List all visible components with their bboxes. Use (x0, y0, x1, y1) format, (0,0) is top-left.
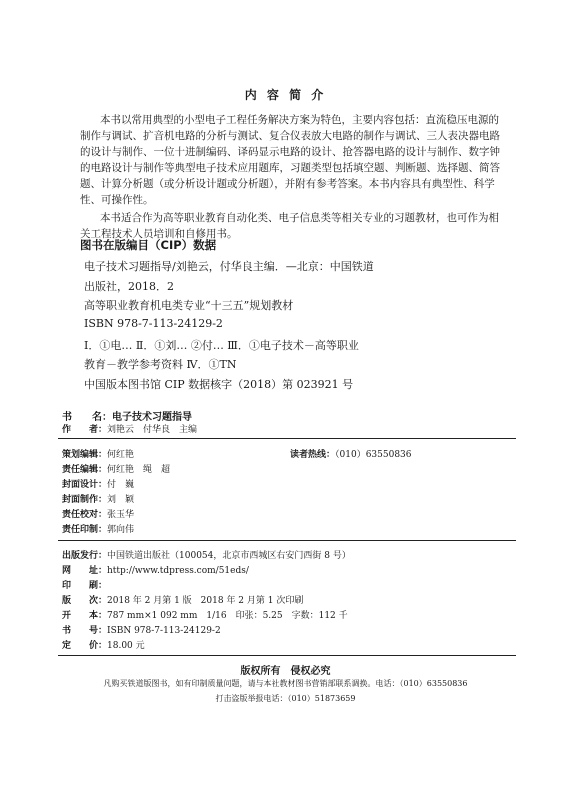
format-label: 开 本： (62, 611, 108, 621)
price-label: 定 价： (62, 641, 108, 651)
responsible-editor-row (62, 462, 170, 475)
piracy-hotline: 打击盗版举报电话：（010）51873659 (215, 694, 356, 703)
divider (58, 438, 516, 439)
cover-make-label: 封面制作： (62, 495, 108, 505)
planning-editor-value: 何红艳 (107, 450, 135, 460)
edition-value: 2018 年 2 月第 1 版 2018 年 2 月第 1 次印刷 (107, 596, 304, 606)
reader-hotline-row (290, 447, 412, 460)
print-manager-label: 责任印制： (62, 525, 108, 535)
book-title-label: 书 名： (62, 412, 112, 423)
cip-line-5: Ⅰ．①电… Ⅱ．①刘… ②付… Ⅲ．①电子技术－高等职业 (84, 339, 359, 352)
cip-heading: 图书在版编目（CIP）数据 (80, 238, 217, 252)
proofreader-row (62, 507, 134, 520)
divider (58, 655, 516, 656)
planning-editor-label: 策划编辑： (62, 450, 108, 460)
isbn-row (62, 623, 221, 636)
print-manager-row (62, 522, 134, 535)
proofreader-label: 责任校对： (62, 510, 108, 520)
divider (58, 540, 516, 541)
printer-label: 印 刷： (62, 581, 108, 591)
book-title-row (62, 408, 192, 423)
cover-make-value: 刘 颖 (107, 495, 135, 505)
book-author-label: 作 者： (62, 425, 108, 435)
responsible-editor-label: 责任编辑： (62, 465, 108, 475)
proofreader-value: 张玉华 (107, 510, 135, 520)
copyright-notice: 版权所有 侵权必究 (240, 666, 331, 677)
summary-paragraph-1: 本书以常用典型的小型电子工程任务解决方案为特色，主要内容包括：直流稳压电源的制作与调试、扩音机电路的分析与测试、复合仪表放大电路的制作与调试、三人表决器电路的设计与制作、一位十进制编码、译码显示电路的设计、抢答器电路的设计与制作、数字钟的电路设计与制作等典型电子技术应用题库，习题类型包括填空题、判断题、选择题、简答题、计算分析题（或分析设计题或分析题），并附有参考答案。本书内容具有典型性、科学性、可操作性。 (80, 114, 500, 206)
book-author-value: 刘艳云 付华良 主编 (107, 425, 198, 435)
book-author-row (62, 422, 197, 435)
isbn-value: ISBN 978-7-113-24129-2 (107, 626, 221, 636)
reader-hotline-label: 读者热线： (290, 450, 336, 460)
quality-notice: 凡购买铁道版图书，如有印制质量问题，请与本社教材图书营销部联系调换。电话：（010）63550836 (103, 679, 468, 688)
website-row (62, 563, 249, 576)
book-title-value: 电子技术习题指导 (112, 412, 192, 423)
edition-row (62, 593, 303, 606)
print-manager-value: 郭向伟 (107, 525, 135, 535)
cip-line-1: 电子技术习题指导/刘艳云，付华良主编．—北京：中国铁道 (84, 260, 374, 273)
cover-make-row (62, 492, 134, 505)
price-value: 18.00 元 (107, 641, 145, 651)
isbn-label: 书 号： (62, 626, 108, 636)
cip-line-2: 出版社，2018．2 (84, 280, 174, 293)
printer-row (62, 578, 107, 591)
cip-line-6: 教育－教学参考资料 Ⅳ．①TN (84, 358, 237, 371)
publisher-row (62, 548, 351, 561)
cover-design-row (62, 477, 134, 490)
edition-label: 版 次： (62, 596, 108, 606)
responsible-editor-value: 何红艳 绳 超 (107, 465, 171, 475)
website-label: 网 址： (62, 566, 108, 576)
reader-hotline-value: （010）63550836 (335, 450, 412, 460)
cover-design-value: 付 巍 (107, 480, 135, 490)
planning-editor-row (62, 447, 134, 460)
cip-line-4: ISBN 978-7-113-24129-2 (84, 317, 223, 330)
cip-line-7: 中国版本图书馆 CIP 数据核字（2018）第 023921 号 (84, 378, 354, 391)
publisher-label: 出版发行： (62, 551, 108, 561)
format-row (62, 608, 348, 621)
cover-design-label: 封面设计： (62, 480, 108, 490)
cip-line-3: 高等职业教育机电类专业“十三五”规划教材 (84, 299, 294, 312)
summary-title: 内 容 简 介 (244, 88, 327, 102)
website-value: http://www.tdpress.com/51eds/ (107, 566, 249, 576)
format-value: 787 mm×1 092 mm 1/16 印张：5.25 字数：112 千 (107, 611, 348, 621)
summary-paragraph-2: 本书适合作为高等职业教育自动化类、电子信息类等相关专业的习题教材，也可作为相关工程技术人员培训和自修用书。 (80, 212, 499, 240)
price-row (62, 638, 145, 651)
publisher-value: 中国铁道出版社（100054，北京市西城区右安门西街 8 号） (107, 551, 351, 561)
